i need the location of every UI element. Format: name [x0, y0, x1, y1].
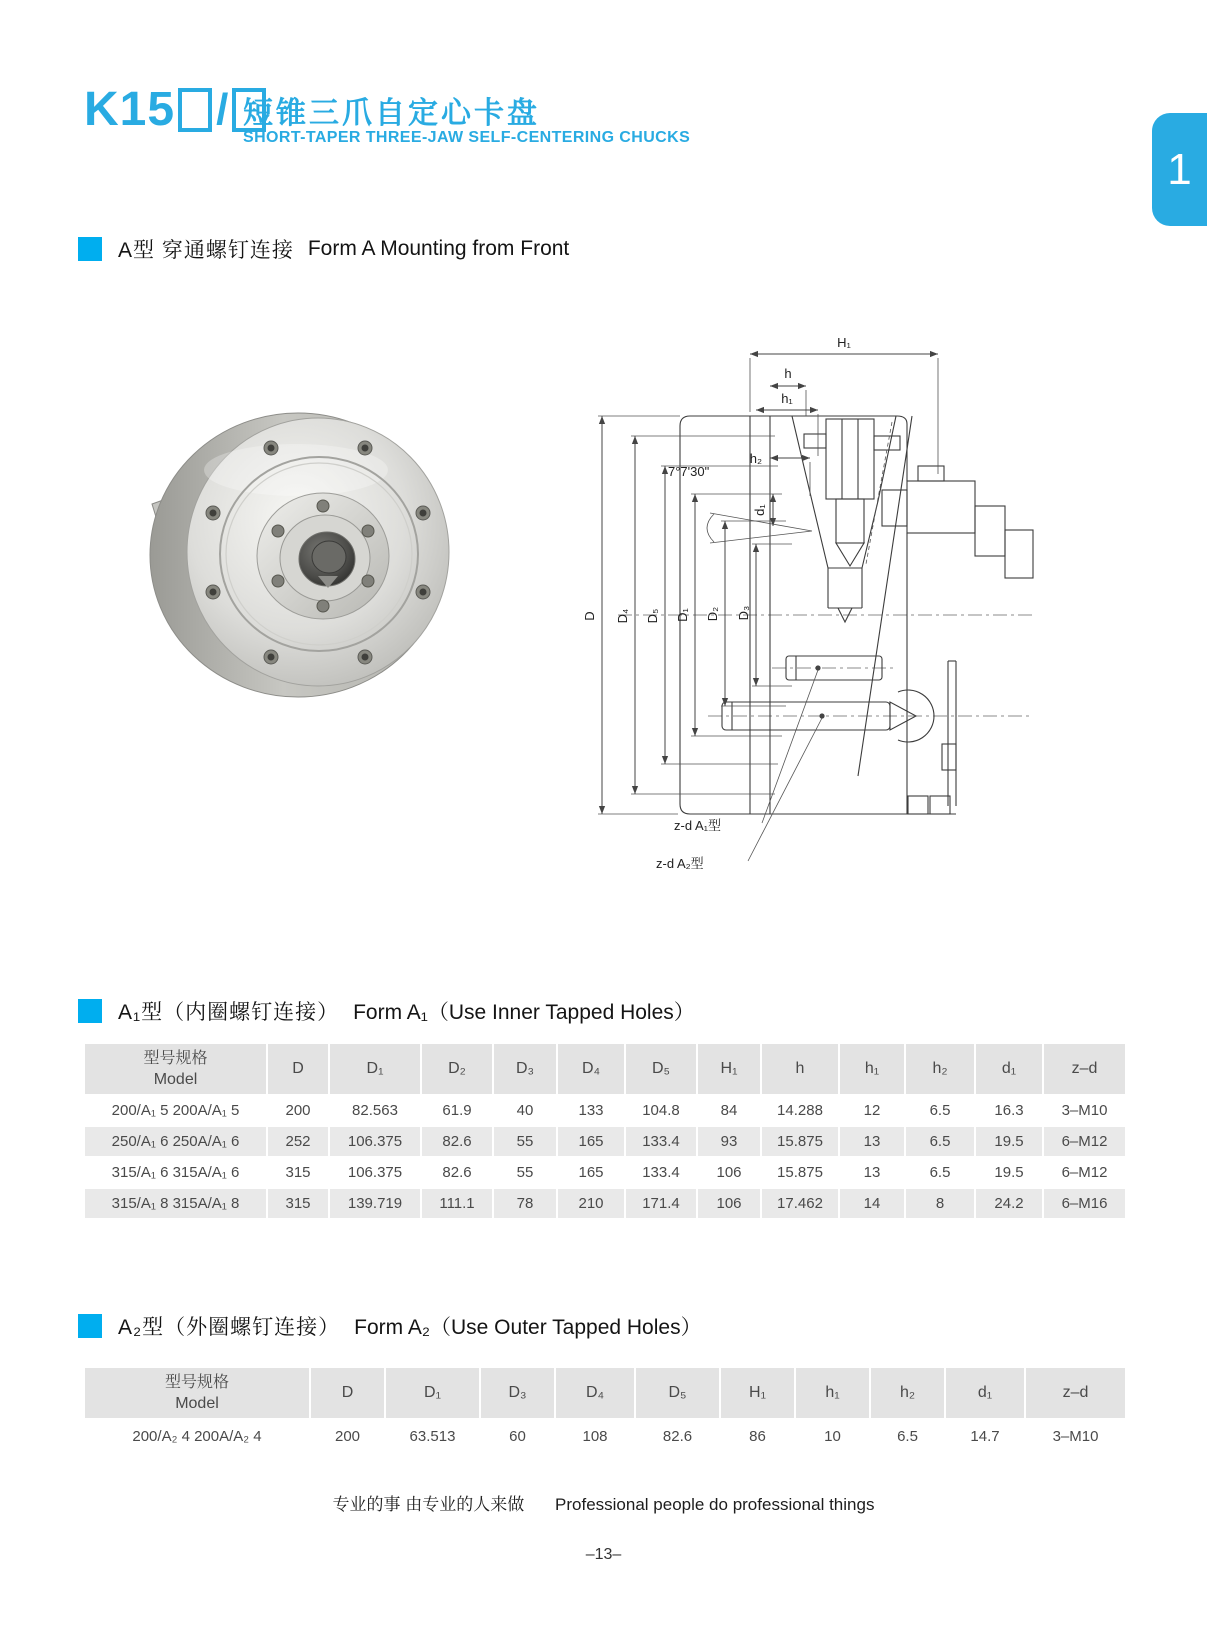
table-cell: 82.6	[421, 1157, 493, 1188]
chuck-photo-graphic	[150, 413, 449, 697]
table-cell: 106	[697, 1188, 761, 1218]
column-header: h₂	[905, 1044, 975, 1095]
form-a2-table-wrap	[85, 1368, 1125, 1452]
dim-label-D: D	[582, 611, 597, 621]
section-heading-form-a	[78, 234, 569, 264]
bullet-square-icon	[78, 999, 102, 1023]
table-cell: 6.5	[870, 1419, 945, 1452]
table-cell: 12	[839, 1095, 905, 1126]
table-cell: 55	[493, 1157, 557, 1188]
column-header: D₄	[555, 1368, 635, 1419]
table-cell: 165	[557, 1157, 625, 1188]
table-cell: 104.8	[625, 1095, 697, 1126]
table-cell: 133.4	[625, 1126, 697, 1157]
table-row	[85, 1095, 1125, 1126]
model-column-header: 型号规格 Model	[85, 1368, 310, 1419]
column-header: H₁	[697, 1044, 761, 1095]
column-header: d₁	[945, 1368, 1025, 1419]
section-heading-zh: A型 穿通螺钉连接	[118, 239, 294, 262]
form-a1-table	[85, 1044, 1125, 1218]
table-cell: 82.6	[635, 1419, 720, 1452]
table-cell: 8	[905, 1188, 975, 1218]
dim-label-d1: d₁	[752, 504, 767, 516]
dim-label-D2: D₂	[705, 606, 720, 622]
section-heading-form-a2	[78, 1311, 702, 1341]
column-header: D₅	[625, 1044, 697, 1095]
table-cell: 86	[720, 1419, 795, 1452]
footer-slogan	[0, 1490, 1207, 1515]
dim-label-h1: h₁	[781, 391, 793, 406]
page-number: –13–	[585, 1546, 622, 1563]
table-cell: 200	[310, 1419, 385, 1452]
column-header: z–d	[1043, 1044, 1125, 1095]
chapter-tab: 1	[1152, 113, 1207, 226]
table-cell: 78	[493, 1188, 557, 1218]
table-cell: 108	[555, 1419, 635, 1452]
column-header: D₁	[329, 1044, 421, 1095]
footer-slogan-zh: 专业的事 由专业的人来做	[332, 1495, 525, 1514]
table-cell: 63.513	[385, 1419, 480, 1452]
table-cell: 6.5	[905, 1126, 975, 1157]
table-row	[85, 1126, 1125, 1157]
bullet-square-icon	[78, 1314, 102, 1338]
column-header: H₁	[720, 1368, 795, 1419]
table-cell: 24.2	[975, 1188, 1043, 1218]
table-cell: 60	[480, 1419, 555, 1452]
table-cell: 106	[697, 1157, 761, 1188]
column-header: D₅	[635, 1368, 720, 1419]
table-cell: 40	[493, 1095, 557, 1126]
model-placeholder-box	[178, 88, 212, 132]
table-cell: 55	[493, 1126, 557, 1157]
table-cell: 171.4	[625, 1188, 697, 1218]
dim-label-h2: h₂	[749, 451, 762, 466]
table-row	[85, 1188, 1125, 1218]
table-row	[85, 1157, 1125, 1188]
table-cell: 15.875	[761, 1126, 839, 1157]
table-cell: 16.3	[975, 1095, 1043, 1126]
table-cell: 82.6	[421, 1126, 493, 1157]
section-heading-en: Form A₁（Use Inner Tapped Holes）	[353, 1001, 695, 1024]
dim-label-D3: D₃	[736, 605, 751, 621]
table-cell: 133.4	[625, 1157, 697, 1188]
table-cell: 93	[697, 1126, 761, 1157]
table-cell: 315/A₁ 6 315A/A₁ 6	[85, 1157, 267, 1188]
column-header: d₁	[975, 1044, 1043, 1095]
table-cell: 252	[267, 1126, 329, 1157]
form-a1-table-wrap	[85, 1044, 1125, 1218]
table-cell: 6.5	[905, 1157, 975, 1188]
section-heading-zh: A₁型（内圈螺钉连接）	[118, 1001, 340, 1024]
table-cell: 82.563	[329, 1095, 421, 1126]
table-cell: 106.375	[329, 1157, 421, 1188]
page-title-zh: 短锥三爪自定心卡盘	[243, 97, 540, 130]
model-column-header: 型号规格 Model	[85, 1044, 267, 1095]
product-code-prefix: K15	[84, 83, 176, 136]
technical-drawing	[560, 316, 1042, 882]
page-title-en: SHORT-TAPER THREE-JAW SELF-CENTERING CHUCKS	[243, 129, 691, 146]
column-header: D₃	[493, 1044, 557, 1095]
table-cell: 6–M16	[1043, 1188, 1125, 1218]
column-header: D	[267, 1044, 329, 1095]
table-cell: 200	[267, 1095, 329, 1126]
table-cell: 19.5	[975, 1157, 1043, 1188]
column-header: D₃	[480, 1368, 555, 1419]
table-cell: 3–M10	[1025, 1419, 1125, 1452]
table-cell: 139.719	[329, 1188, 421, 1218]
dim-label-D4: D₄	[615, 608, 630, 624]
table-cell: 14	[839, 1188, 905, 1218]
table-cell: 19.5	[975, 1126, 1043, 1157]
table-cell: 210	[557, 1188, 625, 1218]
table-cell: 250/A₁ 6 250A/A₁ 6	[85, 1126, 267, 1157]
section-heading-en: Form A₂（Use Outer Tapped Holes）	[354, 1316, 702, 1339]
dim-label-H1: H₁	[837, 335, 851, 350]
table-cell: 6.5	[905, 1095, 975, 1126]
table-cell: 315	[267, 1157, 329, 1188]
table-cell: 315	[267, 1188, 329, 1218]
table-cell: 200/A₁ 5 200A/A₁ 5	[85, 1095, 267, 1126]
table-cell: 200/A₂ 4 200A/A₂ 4	[85, 1419, 310, 1452]
table-cell: 6–M12	[1043, 1157, 1125, 1188]
table-cell: 111.1	[421, 1188, 493, 1218]
table-cell: 10	[795, 1419, 870, 1452]
table-cell: 6–M12	[1043, 1126, 1125, 1157]
table-cell: 133	[557, 1095, 625, 1126]
callout-zd-a1: z-d A₁型	[674, 818, 722, 833]
table-cell: 61.9	[421, 1095, 493, 1126]
column-header: D₄	[557, 1044, 625, 1095]
table-row	[85, 1419, 1125, 1452]
column-header: h₂	[870, 1368, 945, 1419]
table-cell: 17.462	[761, 1188, 839, 1218]
product-code-slash: /	[216, 84, 229, 134]
dim-label-angle: 7°7'30"	[668, 464, 710, 479]
table-cell: 3–M10	[1043, 1095, 1125, 1126]
bullet-square-icon	[78, 237, 102, 261]
table-cell: 15.875	[761, 1157, 839, 1188]
table-cell: 13	[839, 1126, 905, 1157]
callout-zd-a2: z-d A₂型	[656, 856, 704, 871]
chuck-photo	[146, 408, 470, 702]
table-cell: 14.288	[761, 1095, 839, 1126]
product-code	[84, 82, 269, 137]
footer-slogan-en: Professional people do professional things	[555, 1495, 875, 1514]
dim-label-D5: D₅	[645, 608, 660, 624]
column-header: D	[310, 1368, 385, 1419]
column-header: z–d	[1025, 1368, 1125, 1419]
table-cell: 165	[557, 1126, 625, 1157]
column-header: h₁	[795, 1368, 870, 1419]
table-cell: 106.375	[329, 1126, 421, 1157]
dim-label-h: h	[784, 366, 792, 381]
section-heading-zh: A₂型（外圈螺钉连接）	[118, 1316, 341, 1339]
column-header: D₁	[385, 1368, 480, 1419]
form-a2-table	[85, 1368, 1125, 1452]
table-cell: 84	[697, 1095, 761, 1126]
dim-label-D1: D₁	[675, 608, 690, 622]
column-header: h	[761, 1044, 839, 1095]
section-heading-en: Form A Mounting from Front	[307, 237, 570, 260]
column-header: h₁	[839, 1044, 905, 1095]
section-heading-form-a1	[78, 996, 695, 1026]
table-cell: 13	[839, 1157, 905, 1188]
column-header: D₂	[421, 1044, 493, 1095]
table-cell: 14.7	[945, 1419, 1025, 1452]
table-cell: 315/A₁ 8 315A/A₁ 8	[85, 1188, 267, 1218]
